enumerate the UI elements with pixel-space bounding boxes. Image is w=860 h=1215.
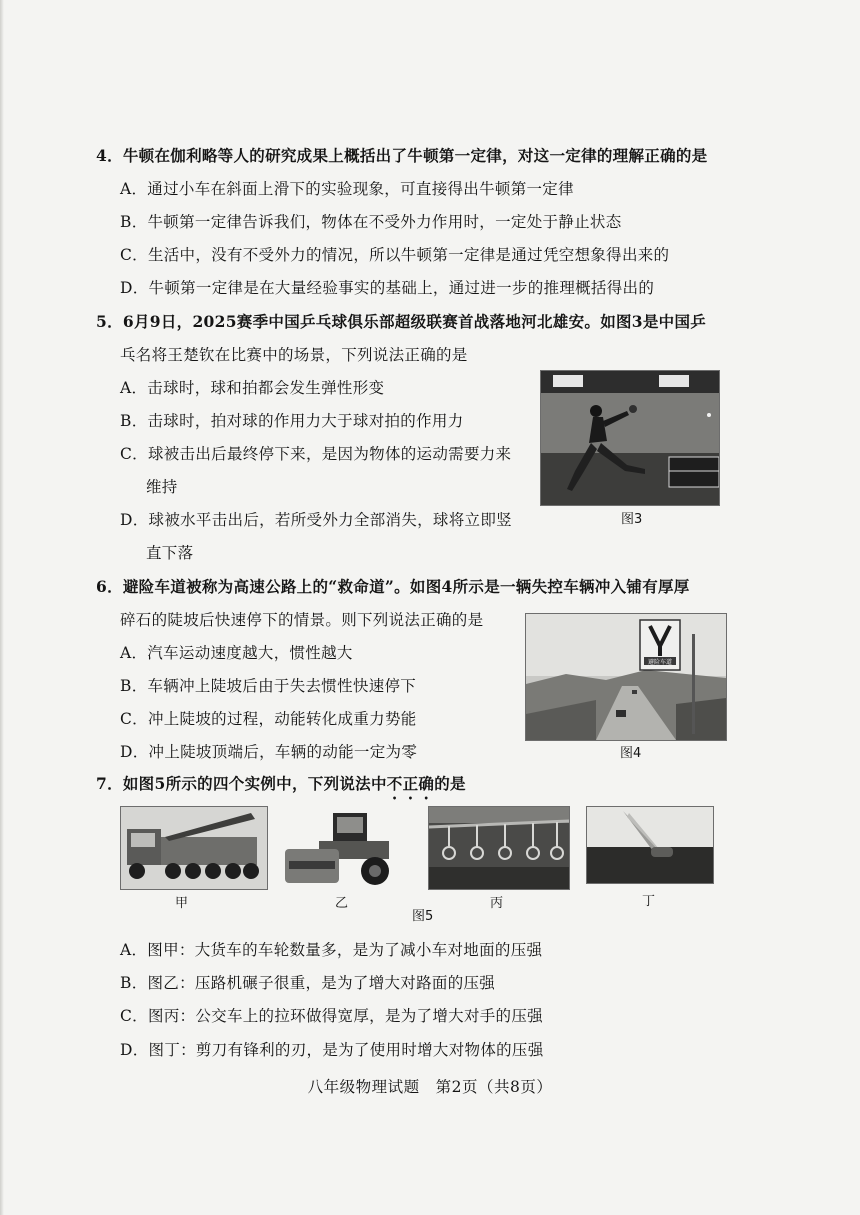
q5-option-c-line1: C．球被击出后最终停下来，是因为物体的运动需要力来 (120, 445, 512, 463)
figure-bing-bus-handles (428, 806, 570, 890)
q4-option-a: A．通过小车在斜面上滑下的实验现象，可直接得出牛顿第一定律 (120, 180, 574, 198)
q5-stem-line2: 乓名将王楚钦在比赛中的场景，下列说法正确的是 (120, 346, 468, 364)
q5-option-c-line2: 维持 (146, 478, 178, 496)
q6-option-d: D．冲上陡坡顶端后，车辆的动能一定为零 (120, 743, 418, 761)
q7-stem (96, 774, 466, 803)
page-footer: 八年级物理试题 第2页（共8页） (307, 1078, 553, 1096)
q7-stem-emphasis: 不正确 (386, 774, 435, 793)
q4-stem: 4．牛顿在伽利略等人的研究成果上概括出了牛顿第一定律，对这一定律的理解正确的是 (96, 146, 708, 165)
figure-yi-road-roller (278, 806, 404, 890)
q7-option-d: D．图丁：剪刀有锋利的刃，是为了使用时增大对物体的压强 (120, 1041, 544, 1059)
label-ding: 丁 (642, 894, 656, 909)
q5-option-d-line1: D．球被水平击出后，若所受外力全部消失，球将立即竖 (120, 511, 512, 529)
page-edge (0, 0, 4, 1215)
figure-3-caption: 图3 (621, 512, 643, 527)
label-yi: 乙 (335, 896, 349, 911)
figure-jia-truck (120, 806, 268, 890)
sign-text: 避险车道 (647, 659, 673, 666)
q6-option-a: A．汽车运动速度越大，惯性越大 (120, 644, 353, 662)
runaway-ramp-photo (525, 613, 727, 741)
q4-option-d: D．牛顿第一定律是在大量经验事实的基础上，通过进一步的推理概括得出的 (120, 279, 655, 297)
q6-stem-line1: 6．避险车道被称为高速公路上的“救命道”。如图4所示是一辆失控车辆冲入铺有厚厚 (96, 577, 690, 596)
label-bing: 丙 (490, 896, 504, 911)
q4-option-b: B．牛顿第一定律告诉我们，物体在不受外力作用时，一定处于静止状态 (120, 213, 622, 231)
q7-stem-after: 的是 (434, 774, 466, 793)
q5-stem-line1: 5．6月9日，2025赛季中国乒乓球俱乐部超级联赛首战落地河北雄安。如图3是中国乒 (96, 312, 707, 331)
q5-option-a: A．击球时，球和拍都会发生弹性形变 (120, 379, 385, 397)
q6-option-b: B．车辆冲上陡坡后由于失去惯性快速停下 (120, 677, 417, 695)
table-tennis-photo (540, 370, 720, 506)
q5-option-b: B．击球时，拍对球的作用力大于球对拍的作用力 (120, 412, 464, 430)
label-jia: 甲 (175, 896, 189, 911)
q7-option-c: C．图丙：公交车上的拉环做得宽厚，是为了增大对手的压强 (120, 1007, 543, 1025)
q5-option-d-line2: 直下落 (146, 544, 194, 562)
q7-option-a: A．图甲：大货车的车轮数量多，是为了减小车对地面的压强 (120, 941, 543, 959)
figure-5-caption: 图5 (412, 909, 434, 924)
q4-option-c: C．生活中，没有不受外力的情况，所以牛顿第一定律是通过凭空想象得出来的 (120, 246, 670, 264)
q7-stem-before: 7．如图5所示的四个实例中，下列说法中 (96, 774, 387, 793)
figure-4-caption: 图4 (620, 746, 642, 761)
q6-stem-line2: 碎石的陡坡后快速停下的情景。则下列说法正确的是 (120, 611, 484, 629)
figure-ding-scissors (586, 806, 714, 884)
q7-option-b: B．图乙：压路机碾子很重，是为了增大对路面的压强 (120, 974, 496, 992)
q6-option-c: C．冲上陡坡的过程，动能转化成重力势能 (120, 710, 417, 728)
